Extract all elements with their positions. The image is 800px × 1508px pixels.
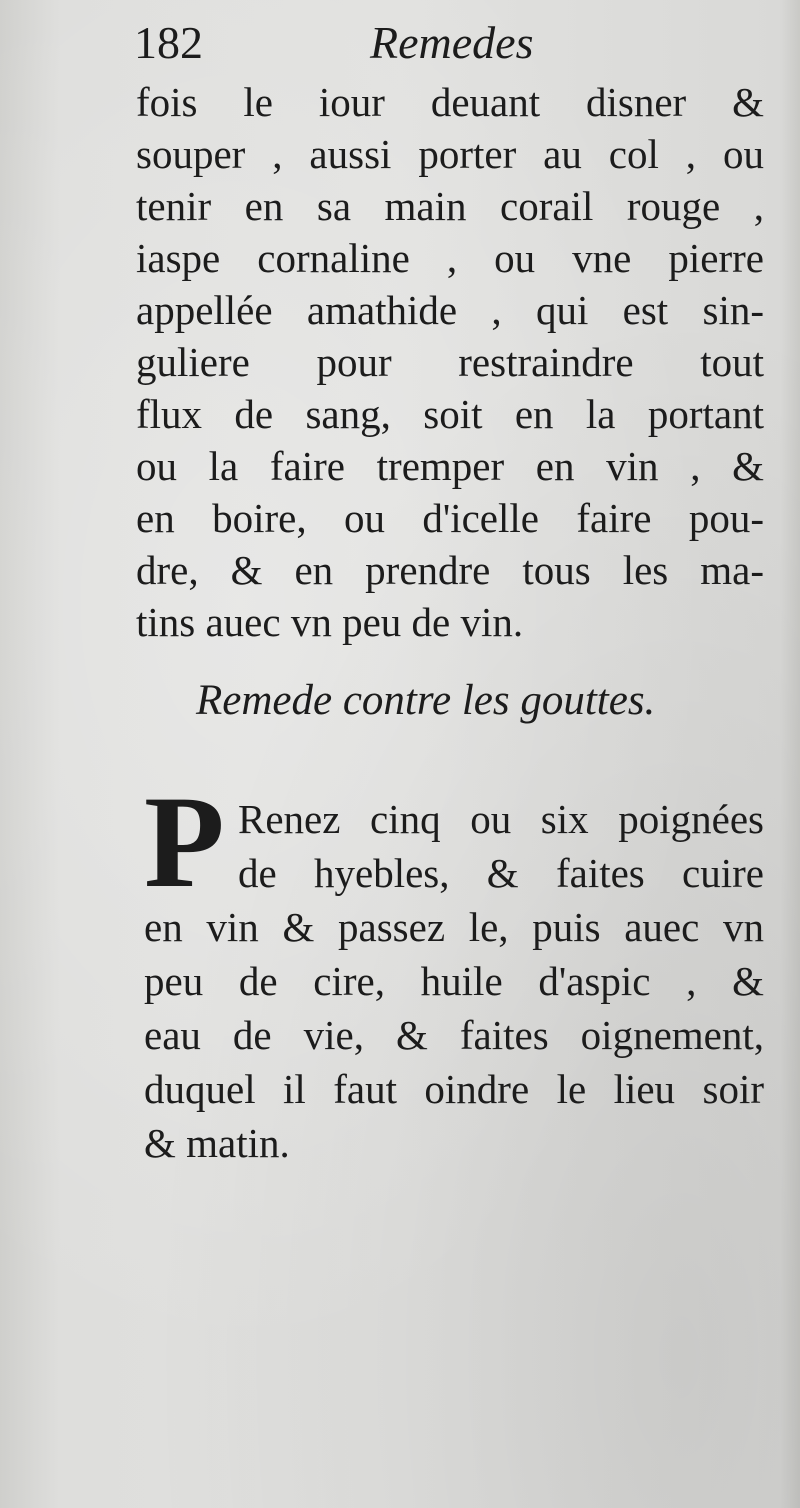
running-title: Remedes: [370, 17, 534, 68]
text-line: peu de cire, huile d'aspic , &: [144, 958, 764, 1004]
text-line: guliere pour restraindre tout: [136, 339, 764, 385]
page-number: 182: [134, 17, 203, 68]
text-line: eau de vie, & faites oignement,: [144, 1012, 764, 1058]
text-line: tenir en sa main corail rouge ,: [136, 183, 764, 229]
text-line: iaspe cornaline , ou vne pierre: [136, 235, 764, 281]
body-text: [136, 76, 764, 648]
text-line: Renez cinq ou six poignées: [238, 796, 764, 842]
text-line: en boire, ou d'icelle faire pou-: [136, 495, 764, 541]
text-line: duquel il faut oindre le lieu soir: [144, 1066, 764, 1112]
recipe-paragraph: [144, 768, 764, 1170]
text-line: de hyebles, & faites cuire: [238, 850, 764, 896]
text-line: ou la faire tremper en vin , &: [136, 443, 764, 489]
text-line: & matin.: [144, 1120, 290, 1166]
drop-cap: P: [144, 768, 225, 915]
text-line: flux de sang, soit en la portant: [136, 391, 764, 437]
text-line: dre, & en prendre tous les ma-: [136, 547, 764, 593]
section-heading: Remede contre les gouttes.: [196, 677, 656, 724]
text-line: en vin & passez le, puis auec vn: [144, 904, 764, 950]
text-line: tins auec vn peu de vin.: [136, 599, 524, 645]
text-line: fois le iour deuant disner &: [136, 79, 764, 125]
text-line: appellée amathide , qui est sin-: [136, 287, 764, 333]
running-head: [134, 16, 754, 76]
text-line: souper , aussi porter au col , ou: [136, 131, 764, 177]
